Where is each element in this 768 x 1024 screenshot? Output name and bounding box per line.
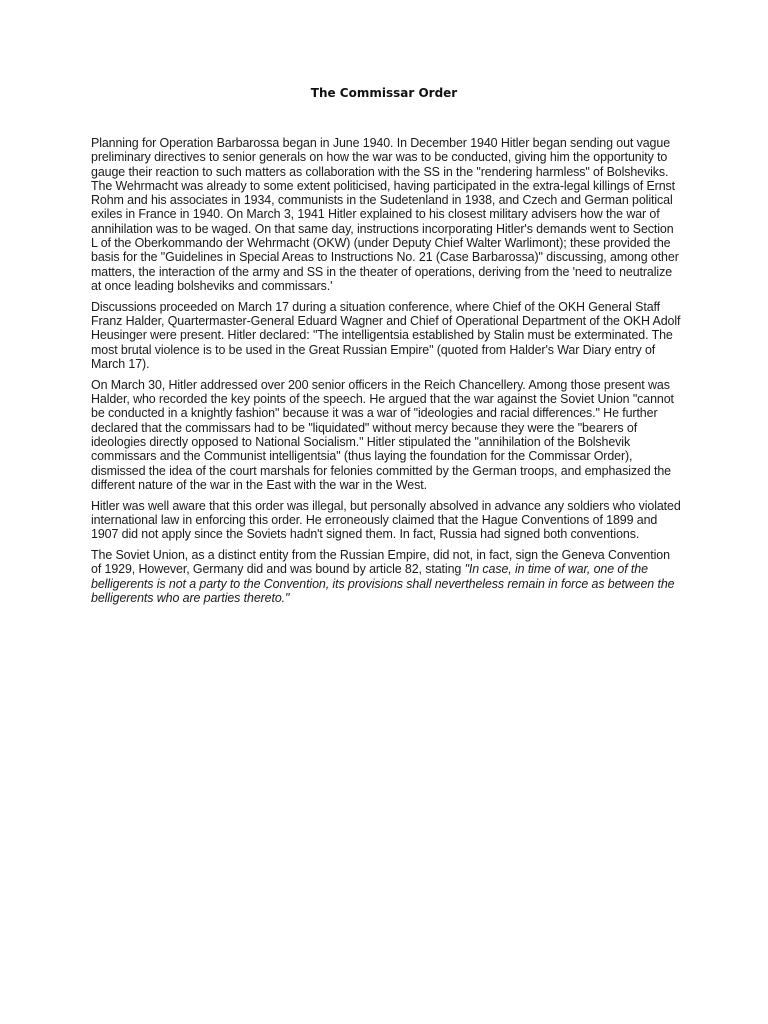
paragraph-geneva-text: The Soviet Union, as a distinct entity from the Russian Empire, did not, in fact, sign the Geneva Convention of 1929, However, Germany did and was bound by article 82, stating xyxy=(91,548,670,577)
paragraph-discussions xyxy=(91,300,683,371)
paragraph-illegal-order-text: Hitler was well aware that this order was illegal, but personally absolved in advance any soldiers who violated international law in enforcing this order. He erroneously claimed that the Hague Conventions of 1899 and 1907 did not apply since the Soviets hadn't signed them. In fact, Russia had signed both conventions. xyxy=(91,498,681,542)
paragraph-illegal-order xyxy=(91,499,683,542)
geneva-quote: "In case, in time of war, one of the belligerents is not a party to the Convention, its provisions shall nevertheless remain in force as between the belligerents who are parties thereto." xyxy=(91,562,675,605)
paragraph-discussions-text: Discussions proceeded on March 17 during a situation conference, where Chief of the OKH General Staff Franz Halder, Quartermaster-General Eduard Wagner and Chief of Operational Department of the OKH Adolf Heusinger were present. Hitler declared: "The intelligentsia established by Stalin must be exterminated. The most brutal violence is to be used in the Great Russian Empire" (quoted from Halder's War Diary entry of March 17). xyxy=(91,299,681,371)
paragraph-planning xyxy=(91,136,683,293)
paragraph-march-30 xyxy=(91,378,683,492)
paragraph-geneva xyxy=(91,548,683,605)
paragraph-planning-text: Planning for Operation Barbarossa began in June 1940. In December 1940 Hitler began sending out vague preliminary directives to senior generals on how the war was to be conducted, giving him the opportunity to gauge their reaction to such matters as collaboration with the SS in the "rendering harmless" of Bolsheviks. The Wehrmacht was already to some extent politicised, having participated in the extra-legal killings of Ernst Rohm and his associates in 1934, communists in the Sudetenland in 1938, and Czech and German political exiles in France in 1940. On March 3, 1941 Hitler explained to his closest military advisers how the war of annihilation was to be waged. On that same day, instructions incorporating Hitler's demands went to Section L of the Oberkommando der Wehrmacht (OKW) (under Deputy Chief Walter Warlimont); these provided the basis for the "Guidelines in Special Areas to Instructions No. 21 (Case Barbarossa)" discussing, among other matters, the interaction of the army and SS in the theater of operations, deriving from the 'need to neutralize at once leading bolsheviks and commissars.' xyxy=(91,136,679,293)
paragraph-march-30-text: On March 30, Hitler addressed over 200 senior officers in the Reich Chancellery. Among those present was Halder, who recorded the key points of the speech. He argued that the war against the Soviet Union "cannot be conducted in a knightly fashion" because it was a war of "ideologies and racial differences." He further declared that the commissars had to be "liquidated" without mercy because they were the "bearers of ideologies directly opposed to National Socialism." Hitler stipulated the "annihilation of the Bolshevik commissars and the Communist intelligentsia" (thus laying the foundation for the Commissar Order), dismissed the idea of the court marshals for felonies committed by the German troops, and emphasized the different nature of the war in the East with the war in the West. xyxy=(91,377,674,492)
document-title: The Commissar Order xyxy=(310,86,458,100)
document-body xyxy=(91,136,683,612)
